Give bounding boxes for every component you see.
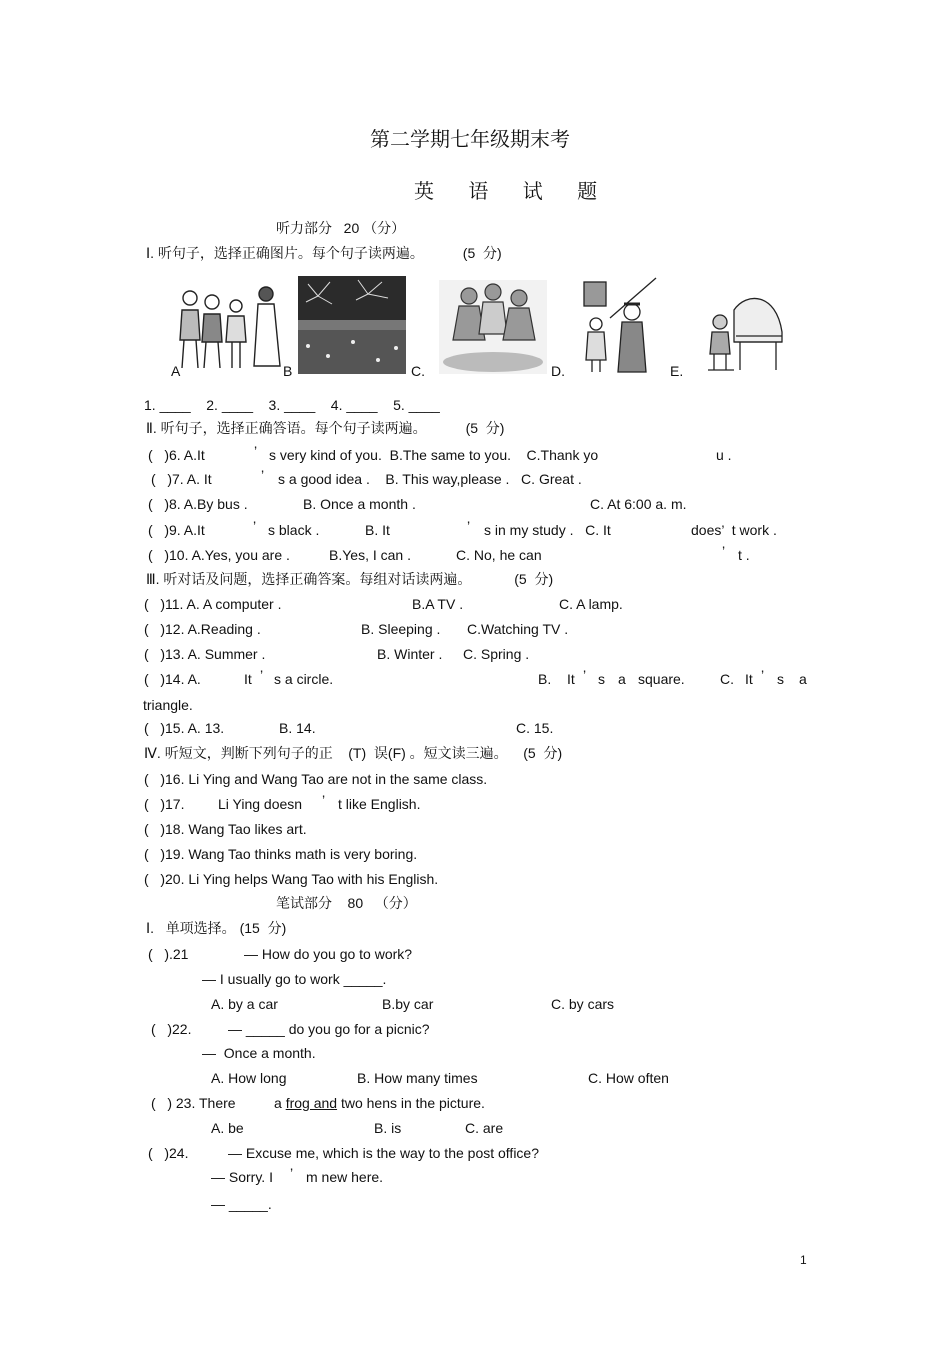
- question-21-dialog-1: — How do you go to work?: [244, 946, 413, 962]
- question-23-option-c: C. are: [465, 1120, 504, 1136]
- listening-header: 听力部分 20 （分）: [276, 220, 406, 236]
- section-1-heading: Ⅰ. 听句子，选择正确图片。每个句子读两遍。 (5 分): [146, 245, 502, 261]
- question-15: ( )15. A. 13.: [144, 720, 225, 736]
- page-number: 1: [800, 1253, 807, 1267]
- question-16: ( )16. Li Ying and Wang Tao are not in the same class.: [144, 771, 488, 787]
- picture-label-b: B: [283, 363, 293, 379]
- question-8: ( )8. A.By bus .: [148, 496, 248, 512]
- question-9-option-b: B. It: [365, 522, 390, 538]
- written-header: 笔试部分 80 （分）: [276, 895, 417, 911]
- question-19: ( )19. Wang Tao thinks math is very boring.: [144, 846, 418, 862]
- question-23-text-end: two hens in the picture.: [337, 1095, 485, 1111]
- question-14-b-it: It: [567, 671, 575, 687]
- question-12-option-b: B. Sleeping .: [361, 621, 441, 637]
- question-8-option-c: C. At 6:00 a. m.: [590, 496, 687, 512]
- page-subtitle: 英 语 试 题: [414, 179, 612, 203]
- question-13: ( )13. A. Summer .: [144, 646, 266, 662]
- written-section-1-heading: Ⅰ. 单项选择。 (15 分): [146, 920, 287, 936]
- question-23-underlined: frog and: [285, 1095, 338, 1111]
- question-22-option-a: A. How long: [211, 1070, 287, 1086]
- question-24-dialog-1: — Excuse me, which is the way to the post office?: [228, 1145, 540, 1161]
- question-14-b: B.: [538, 671, 552, 687]
- question-23-option-b: B. is: [374, 1120, 402, 1136]
- question-7: ( )7. A. It: [151, 471, 212, 487]
- picture-a-people-icon: [176, 280, 284, 372]
- question-10: ( )10. A.Yes, you are .: [148, 547, 290, 563]
- question-14-a-apostrophe: ’: [260, 667, 264, 683]
- question-23: ( ) 23. There: [151, 1095, 236, 1111]
- question-23-option-a: A. be: [211, 1120, 244, 1136]
- question-18: ( )18. Wang Tao likes art.: [144, 821, 307, 837]
- question-8-option-b: B. Once a month .: [303, 496, 416, 512]
- question-14: ( )14. A.: [144, 671, 201, 687]
- question-15-option-c: C. 15.: [516, 720, 554, 736]
- question-21: ( ).21: [148, 946, 189, 962]
- question-14-b-square: square.: [638, 671, 685, 687]
- question-10-apostrophe: ’: [722, 543, 726, 559]
- question-21-option-b: B.by car: [382, 996, 434, 1012]
- picture-e-piano-icon: [706, 292, 788, 374]
- question-14-triangle: triangle.: [143, 697, 193, 713]
- question-13-option-c: C. Spring .: [463, 646, 530, 662]
- section-2-heading: Ⅱ. 听句子，选择正确答语。每个句子读两遍。 (5 分): [146, 420, 505, 436]
- question-10-option-c: C. No, he can: [456, 547, 542, 563]
- question-22-dialog-2: — Once a month.: [202, 1045, 316, 1061]
- question-17-apostrophe: ’: [322, 792, 326, 808]
- question-24-dialog-3: — _____.: [211, 1196, 272, 1212]
- picture-label-d: D.: [551, 363, 565, 379]
- question-7-apostrophe: ’: [261, 467, 265, 483]
- question-17-text-end: t like English.: [338, 796, 421, 812]
- question-14-a-rest: s a circle.: [274, 671, 334, 687]
- picture-label-a: A: [171, 363, 181, 379]
- question-9: ( )9. A.It: [148, 522, 205, 538]
- question-13-option-b: B. Winter .: [377, 646, 443, 662]
- question-24-dialog-2-end: m new here.: [306, 1169, 384, 1185]
- picture-b-fireworks-icon: [298, 276, 406, 374]
- question-14-c-apostrophe: ’: [761, 667, 765, 683]
- picture-d-policeman-icon: [580, 276, 660, 374]
- question-22-option-c: C. How often: [588, 1070, 669, 1086]
- question-24: ( )24.: [148, 1145, 189, 1161]
- question-7-options: s a good idea . B. This way,please . C. Great .: [278, 471, 582, 487]
- question-12: ( )12. A.Reading .: [144, 621, 261, 637]
- section-4-heading: Ⅳ. 听短文，判断下列句子的正 (T) 误(F) 。短文读三遍。 (5 分): [144, 745, 563, 761]
- question-23-text-a: a: [274, 1095, 286, 1111]
- question-14-a-it: It: [244, 671, 252, 687]
- answer-blanks-1-5: 1. ____ 2. ____ 3. ____ 4. ____ 5. ____: [144, 397, 440, 413]
- question-14-b-s: s: [598, 671, 605, 687]
- question-9-option-a-rest: s black .: [268, 522, 320, 538]
- question-21-dialog-2: — I usually go to work _____.: [202, 971, 387, 987]
- question-17-text: Li Ying doesn: [218, 796, 303, 812]
- question-14-c-a: a: [799, 671, 807, 687]
- picture-c-dancers-icon: [439, 280, 547, 374]
- question-14-c-it: It: [745, 671, 753, 687]
- page-title: 第二学期七年级期末考: [370, 127, 570, 151]
- question-22: ( )22.: [151, 1021, 192, 1037]
- question-11-option-b: B.A TV .: [412, 596, 464, 612]
- question-22-option-b: B. How many times: [357, 1070, 478, 1086]
- section-3-heading: Ⅲ. 听对话及问题，选择正确答案。每组对话读两遍。 (5 分): [146, 571, 554, 587]
- question-9-option-b-rest: s in my study . C. It: [484, 522, 611, 538]
- question-9-apostrophe-a: ’: [253, 518, 257, 534]
- question-10-option-b: B.Yes, I can .: [329, 547, 411, 563]
- question-24-dialog-2-apostrophe: ’: [290, 1165, 294, 1181]
- question-14-c: C.: [720, 671, 734, 687]
- question-21-option-a: A. by a car: [211, 996, 278, 1012]
- question-12-option-c: C.Watching TV .: [467, 621, 569, 637]
- question-20: ( )20. Li Ying helps Wang Tao with his English.: [144, 871, 439, 887]
- question-10-end: t .: [738, 547, 750, 563]
- question-15-option-b: B. 14.: [279, 720, 316, 736]
- question-6-apostrophe: ’: [254, 443, 258, 459]
- question-11: ( )11. A. A computer .: [144, 596, 282, 612]
- question-21-option-c: C. by cars: [551, 996, 615, 1012]
- picture-label-c: C.: [411, 363, 425, 379]
- question-11-option-c: C. A lamp.: [559, 596, 623, 612]
- question-23-text: [274, 1094, 485, 1112]
- question-14-c-s: s: [777, 671, 784, 687]
- question-17: ( )17.: [144, 796, 185, 812]
- picture-label-e: E.: [670, 363, 684, 379]
- question-6: ( )6. A.It: [148, 447, 205, 463]
- question-9-option-c-rest: does’ t work .: [691, 522, 777, 538]
- question-24-dialog-2: — Sorry. I: [211, 1169, 273, 1185]
- question-22-dialog-1: — _____ do you go for a picnic?: [228, 1021, 430, 1037]
- question-9-apostrophe-b: ’: [467, 518, 471, 534]
- question-6-options-end: u .: [716, 447, 732, 463]
- question-14-b-apostrophe: ’: [583, 667, 587, 683]
- question-6-options: s very kind of you. B.The same to you. C.Thank yo: [269, 447, 599, 463]
- question-14-b-a: a: [618, 671, 626, 687]
